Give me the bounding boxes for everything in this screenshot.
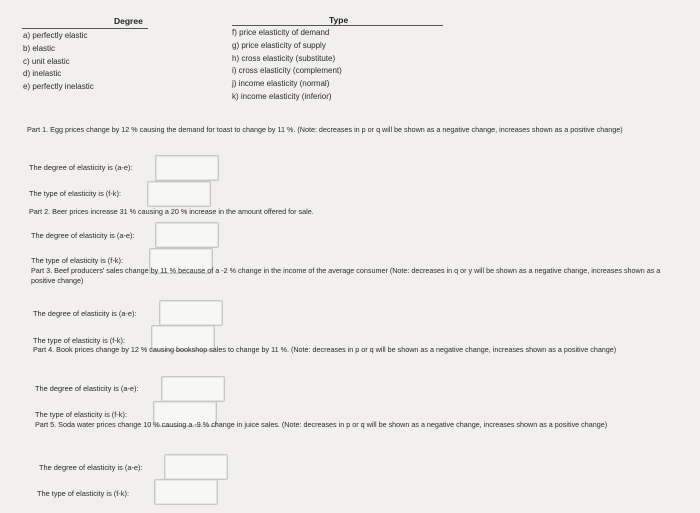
part-5-type-label: The type of elasticity is (f-k): <box>37 489 129 498</box>
type-header: Type <box>329 15 349 25</box>
part-1-degree-input[interactable] <box>155 155 219 181</box>
degree-option: c) unit elastic <box>23 56 70 66</box>
type-option: i) cross elasticity (complement) <box>232 66 342 76</box>
part-1-degree-label: The degree of elasticity is (a-e): <box>29 163 133 172</box>
part-5-type-input[interactable] <box>154 479 218 505</box>
part-3-degree-label: The degree of elasticity is (a-e): <box>33 309 137 318</box>
degree-option: b) elastic <box>23 43 56 53</box>
part-1-type-input[interactable] <box>147 181 211 207</box>
part-2-text: Part 2. Beer prices increase 31 % causing a 20 % increase in the amount offered for sale. <box>29 207 314 216</box>
part-3-text: Part 3. Beef producers' sales change by 11 % because of a -2 % change in the income of the average consumer (Note: decreases in q or y will be shown as a negative change, increases shown as a positive change) <box>31 266 661 286</box>
degree-option: d) inelastic <box>23 69 62 79</box>
part-4-type-label: The type of elasticity is (f-k): <box>35 410 127 419</box>
type-option: h) cross elasticity (substitute) <box>232 53 336 63</box>
degree-header: Degree <box>114 16 143 26</box>
part-2-degree-input[interactable] <box>155 222 219 248</box>
type-list <box>232 27 342 104</box>
degree-header-rule <box>22 28 148 29</box>
part-5-degree-label: The degree of elasticity is (a-e): <box>39 463 143 472</box>
part-1-text: Part 1. Egg prices change by 12 % causing the demand for toast to change by 11 %. (Note: decreases in p or q will be shown as a negative change, increases shown as a positive change) <box>27 125 623 134</box>
part-5-degree-input[interactable] <box>164 454 228 480</box>
degree-option: e) perfectly inelastic <box>23 82 94 92</box>
part-3-degree-input[interactable] <box>159 300 223 326</box>
type-option: j) income elasticity (normal) <box>232 79 330 89</box>
part-4-text: Part 4. Book prices change by 12 % causing bookshop sales to change by 11 %. (Note: decreases in p or q will be shown as a negative change, increases shown as a positive change) <box>33 345 617 354</box>
degree-option: a) perfectly elastic <box>23 31 88 40</box>
part-2-type-label: The type of elasticity is (f-k): <box>31 256 123 265</box>
type-option: f) price elasticity of demand <box>232 28 330 37</box>
part-3-type-label: The type of elasticity is (f-k): <box>33 336 125 345</box>
part-4-degree-label: The degree of elasticity is (a-e): <box>35 384 139 393</box>
degree-list <box>23 30 94 94</box>
part-5-text: Part 5. Soda water prices change 10 % causing a -9 % change in juice sales. (Note: decreases in p or q will be shown as a negative change, increases shown as a positive change) <box>35 420 608 429</box>
type-header-rule <box>232 25 443 26</box>
part-1-type-label: The type of elasticity is (f-k): <box>29 189 121 198</box>
part-2-degree-label: The degree of elasticity is (a-e): <box>31 231 135 240</box>
type-option: k) income elasticity (inferior) <box>232 91 332 101</box>
type-option: g) price elasticity of supply <box>232 40 326 50</box>
part-4-degree-input[interactable] <box>161 376 225 402</box>
